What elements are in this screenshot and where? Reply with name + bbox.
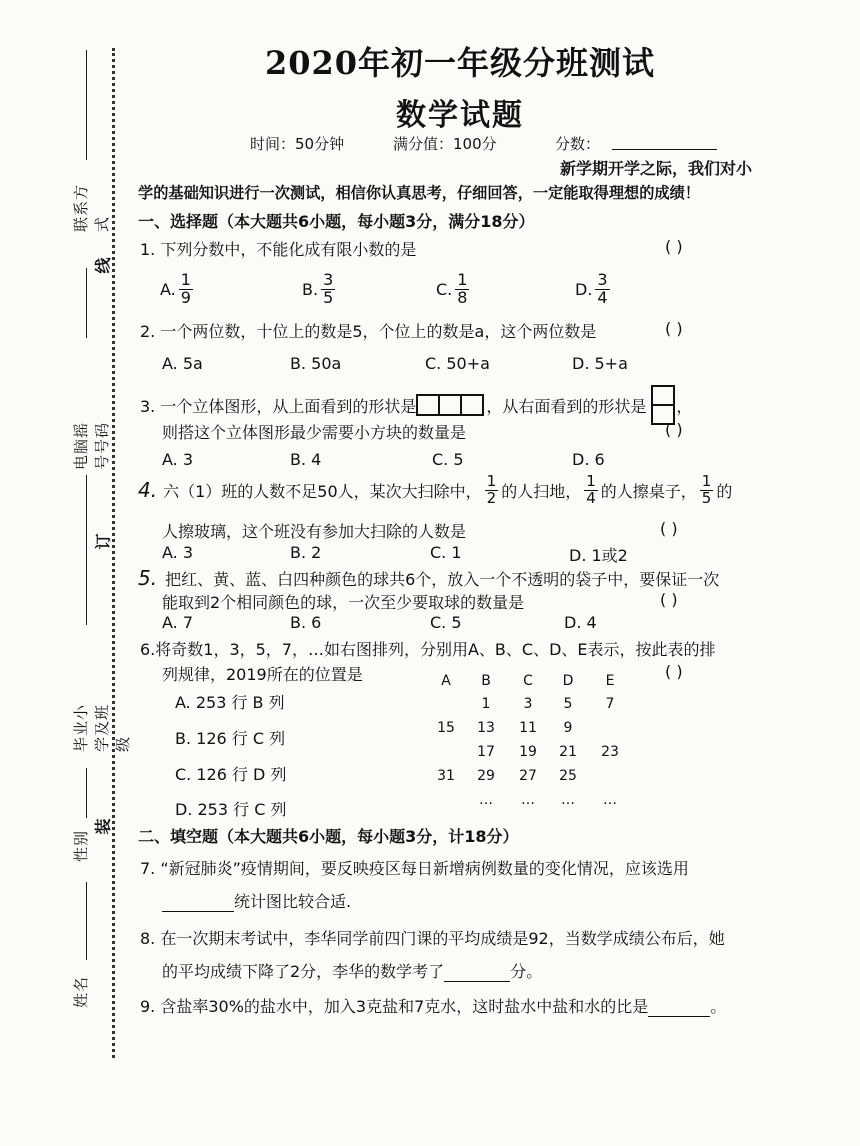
binding-line-char: 线 (93, 257, 113, 274)
binding-dotted-line (112, 48, 115, 1058)
intro-line-1: 新学期开学之际，我们对小 (560, 159, 753, 178)
q2-option-b[interactable]: B. 50a (290, 354, 342, 373)
table-cell: 1 (481, 696, 491, 712)
q6-option-a[interactable]: A. 253 行 B 列 (175, 693, 285, 712)
phone-blank[interactable] (86, 268, 87, 338)
table-cell: 13 (477, 720, 495, 736)
table-header: B (481, 673, 491, 689)
table-cell: 21 (559, 744, 577, 760)
q3-option-d[interactable]: D. 6 (572, 450, 605, 469)
q3-answer-paren[interactable]: ( ) (665, 420, 683, 439)
score-blank[interactable] (612, 149, 717, 150)
table-cell: 17 (477, 744, 495, 760)
name-label: 姓名 (72, 975, 90, 1008)
table-header: E (605, 673, 615, 689)
gender-label: 性别 (72, 829, 90, 862)
q5-option-b[interactable]: B. 6 (290, 613, 322, 632)
q8-line-2: 的平均成绩下降了2分，李华的数学考了 分。 (162, 962, 543, 981)
phone-label: 电脑摇号号码 (72, 421, 111, 470)
table-header: D (562, 673, 574, 689)
table-cell: 25 (559, 768, 577, 784)
school-label: 毕业小学及班级 (72, 703, 132, 752)
binding-margin (0, 0, 132, 1146)
q4-answer-paren[interactable]: ( ) (660, 519, 678, 538)
q5-number: 5. (138, 566, 158, 590)
table-header: C (523, 673, 533, 689)
q2-option-a[interactable]: A. 5a (162, 354, 203, 373)
right-view-two-squares-icon (650, 385, 676, 425)
q6-option-b[interactable]: B. 126 行 C 列 (175, 729, 286, 748)
time-info: 时间：50分钟 (250, 135, 345, 153)
binding-order-char: 订 (93, 533, 113, 550)
table-cell: 15 (437, 720, 455, 736)
school-blank[interactable] (86, 475, 87, 625)
table-header: A (441, 673, 451, 689)
table-cell: 5 (563, 696, 573, 712)
q3-option-a[interactable]: A. 3 (162, 450, 194, 469)
q7-line-2: 统计图比较合适. (162, 889, 351, 912)
table-cell: 19 (519, 744, 537, 760)
table-cell: 9 (563, 720, 573, 736)
section1-title: 一、选择题（本大题共6小题，每小题3分，满分18分） (138, 212, 535, 231)
binding-bind-char: 装 (93, 818, 113, 835)
table-cell: … (521, 792, 535, 808)
q6-option-d[interactable]: D. 253 行 C 列 (175, 800, 287, 819)
q5-line-2: 能取到2个相同颜色的球，一次至少要取球的数量是 (162, 593, 525, 612)
table-cell: 27 (519, 768, 537, 784)
score-label: 分数： (555, 135, 601, 153)
table-cell: … (561, 792, 575, 808)
table-cell: 31 (437, 768, 455, 784)
q4-line-2: 人擦玻璃，这个班没有参加大扫除的人数是 (162, 522, 467, 541)
full-score-info: 满分值：100分 (393, 135, 497, 153)
q5-line-1: 5. 把红、黄、蓝、白四种颜色的球共6个，放入一个不透明的袋子中，要保证一次 (138, 566, 720, 590)
q4-option-b[interactable]: B. 2 (290, 543, 322, 562)
q5-option-d[interactable]: D. 4 (564, 613, 597, 632)
q9-line: 9. 含盐率30%的盐水中，加入3克盐和7克水，这时盐水中盐和水的比是 。 (140, 997, 727, 1016)
q4-option-d[interactable]: D. 1或2 (569, 546, 628, 565)
exam-title: 2020年初一年级分班测试 (264, 44, 656, 82)
q5-option-c[interactable]: C. 5 (430, 613, 462, 632)
q3-option-b[interactable]: B. 4 (290, 450, 322, 469)
q1-option-c[interactable]: C. $\frac{1}{8}$ (436, 270, 468, 307)
q8-line-1: 8. 在一次期末考试中，李华同学前四门课的平均成绩是92，当数学成绩公布后，她 (140, 929, 725, 948)
q4-line-1: 4. 六（1）班的人数不足50人，某次大扫除中， $\frac{1}{2}$ 的人扫地， $\frac{1}{4}$ 的人擦桌子， $\frac{1}{5}$ 的 (138, 472, 733, 507)
q8-answer-blank[interactable] (444, 963, 510, 982)
q5-option-a[interactable]: A. 7 (162, 613, 194, 632)
table-cell: 3 (523, 696, 533, 712)
table-cell: … (603, 792, 617, 808)
q5-answer-paren[interactable]: ( ) (660, 590, 678, 609)
q4-number: 4. (138, 478, 158, 503)
name-blank[interactable] (86, 882, 87, 960)
intro-line-2: 学的基础知识进行一次测试，相信你认真思考，仔细回答，一定能取得理想的成绩！ (138, 184, 700, 202)
q1-option-a[interactable]: A. $\frac{1}{9}$ (160, 270, 191, 307)
table-cell: 7 (605, 696, 615, 712)
q2-answer-paren[interactable]: ( ) (665, 319, 683, 338)
exam-subtitle: 数学试题 (396, 98, 524, 133)
q1-answer-paren[interactable]: ( ) (665, 237, 683, 256)
q2-text: 2. 一个两位数，十位上的数是5，个位上的数是a，这个两位数是 (140, 322, 597, 341)
q3-option-c[interactable]: C. 5 (432, 450, 464, 469)
table-cell: … (479, 792, 493, 808)
q4-option-a[interactable]: A. 3 (162, 543, 194, 562)
q4-option-c[interactable]: C. 1 (430, 543, 462, 562)
gender-blank[interactable] (86, 768, 87, 818)
contact-label: 联系方式 (72, 183, 111, 232)
q2-option-c[interactable]: C. 50+a (425, 354, 490, 373)
q6-answer-paren[interactable]: ( ) (665, 662, 683, 681)
table-cell: 29 (477, 768, 495, 784)
q3-line-2: 则搭这个立体图形最少需要小方块的数量是 (162, 423, 467, 442)
q7-answer-blank[interactable] (162, 893, 234, 912)
table-cell: 23 (601, 744, 619, 760)
q1-option-b[interactable]: B. $\frac{3}{5}$ (302, 270, 334, 307)
q6-option-c[interactable]: C. 126 行 D 列 (175, 765, 287, 784)
q1-option-d[interactable]: D. $\frac{3}{4}$ (575, 270, 608, 307)
q1-text: 1. 下列分数中，不能化成有限小数的是 (140, 240, 417, 259)
q2-option-d[interactable]: D. 5+a (572, 354, 628, 373)
q3-line-1: 3. 一个立体图形，从上面看到的形状是 ，从右面看到的形状是 ， (140, 385, 692, 425)
top-view-three-squares-icon (416, 394, 486, 416)
q6-line-1: 6.将奇数1，3，5，7，…如右图排列，分别用A、B、C、D、E表示，按此表的排 (140, 640, 716, 659)
table-cell: 11 (519, 720, 537, 736)
section2-title: 二、填空题（本大题共6小题，每小题3分，计18分） (138, 827, 519, 846)
q7-line-1: 7. “新冠肺炎”疫情期间，要反映疫区每日新增病例数量的变化情况，应该选用 (140, 859, 689, 878)
q6-line-2: 列规律，2019所在的位置是 (162, 665, 363, 684)
q9-answer-blank[interactable] (648, 998, 710, 1017)
